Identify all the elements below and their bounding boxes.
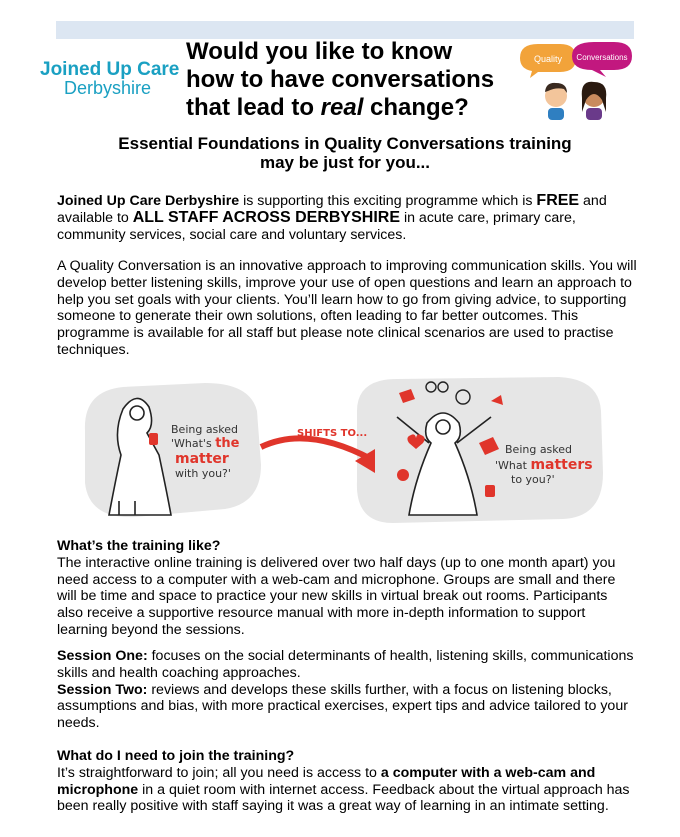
- pram-icon: [485, 485, 495, 497]
- phone-icon: [149, 433, 158, 445]
- subtitle: [0, 134, 680, 172]
- headline-line-3-post: change?: [363, 94, 469, 121]
- left-caption-line-2b: the: [215, 436, 240, 451]
- intro-staff: ALL STAFF ACROSS DERBYSHIRE: [132, 208, 400, 226]
- top-band: [56, 21, 634, 39]
- join-requirements: a computer with a web-cam and microphone: [57, 764, 596, 798]
- intro-paragraph: [57, 193, 637, 243]
- left-caption-line-1: Being asked: [171, 423, 239, 436]
- session-one: [57, 648, 637, 682]
- training-heading: What’s the training like?: [57, 538, 221, 554]
- intro-org: Joined Up Care Derbyshire: [57, 193, 240, 209]
- left-caption-line-2a: 'What's: [171, 437, 216, 450]
- training-body: The interactive online training is delivered over two half days (up to one month apart) you need access to a computer with a web-cam and microphone. Groups are small and there will be time and space to practice your new skills in virtual break out rooms. Participants also receive a supportive resource manual with more in-depth information to support learning beyond the sessions.: [57, 554, 616, 638]
- session-two-label: Session Two:: [57, 681, 148, 698]
- session-one-text: focuses on the social determinants of health, listening skills, communications skills and health coaching approaches.: [57, 648, 634, 681]
- person-right-icon: [582, 82, 607, 120]
- left-caption-line-4: with you?': [175, 467, 231, 480]
- logo-line-2: Derbyshire: [64, 78, 152, 98]
- join-text-1: It’s straightforward to join; all you need is access to: [57, 764, 381, 781]
- join-text-2: in a quiet room with internet access. Feedback about the virtual approach has been really positive with staff saying it was a great way of learning in an intimate setting.: [57, 781, 630, 815]
- quality-conversations-graphic: [516, 40, 636, 120]
- headline-line-2: how to have conversations: [186, 66, 495, 93]
- join-heading: What do I need to join the training?: [57, 748, 295, 764]
- intro-text-2: and available to: [57, 193, 607, 226]
- person-left-icon: [545, 83, 567, 120]
- intro-text-3: in acute care, primary care, community services, social care and voluntary services.: [57, 209, 576, 243]
- dog-icon: [397, 469, 409, 481]
- description-paragraph: A Quality Conversation is an innovative approach to improving communication skills. You will develop better listening skills, improve your use of open questions and learn an approach to help you set goals with your clients. You’ll learn how to go from giving advice, to supporting someone to generate their own solutions, often leading to far better outcomes. This programme is available for all staff but please note clinical scenarios are used to practise techniques.: [57, 258, 637, 358]
- headline: [186, 38, 494, 122]
- session-one-label: Session One:: [57, 648, 148, 664]
- right-caption-line-1: Being asked: [505, 443, 573, 456]
- sessions-section: [57, 648, 637, 732]
- headline-line-3: [186, 94, 494, 122]
- conversations-bubble-label: Conversations: [576, 53, 628, 62]
- intro-text-1: is supporting this exciting programme which is: [239, 193, 537, 209]
- shift-arrow: [261, 438, 371, 459]
- shifts-to-label: SHIFTS TO...: [297, 428, 368, 439]
- training-section: [57, 538, 637, 639]
- headline-line-3-pre: that lead to: [186, 94, 321, 121]
- headline-emphasis: real: [320, 94, 364, 121]
- headline-line-1: Would you like to know: [186, 38, 453, 65]
- session-two-text: reviews and develops these skills further, with a focus on listening blocks, assumptions and bias, with more practical exercises, expert tips and advice tailored to your needs.: [57, 681, 628, 732]
- logo-line-1: Joined Up Care: [40, 59, 180, 80]
- right-caption-line-2b: matters: [530, 457, 593, 473]
- intro-free: FREE: [536, 192, 580, 209]
- right-caption-line-2a: 'What: [495, 459, 531, 472]
- session-two: [57, 682, 637, 732]
- left-caption-line-3: matter: [175, 451, 229, 467]
- right-caption-line-3: to you?': [511, 473, 555, 486]
- quality-bubble-label: Quality: [533, 54, 563, 64]
- matters-illustration: [75, 373, 605, 528]
- join-body: [57, 765, 637, 815]
- joined-up-care-logo: [40, 60, 179, 98]
- join-section: [57, 748, 637, 815]
- subtitle-line-2: may be just for you...: [259, 153, 431, 172]
- subtitle-line-1: Essential Foundations in Quality Conversations training: [118, 134, 572, 153]
